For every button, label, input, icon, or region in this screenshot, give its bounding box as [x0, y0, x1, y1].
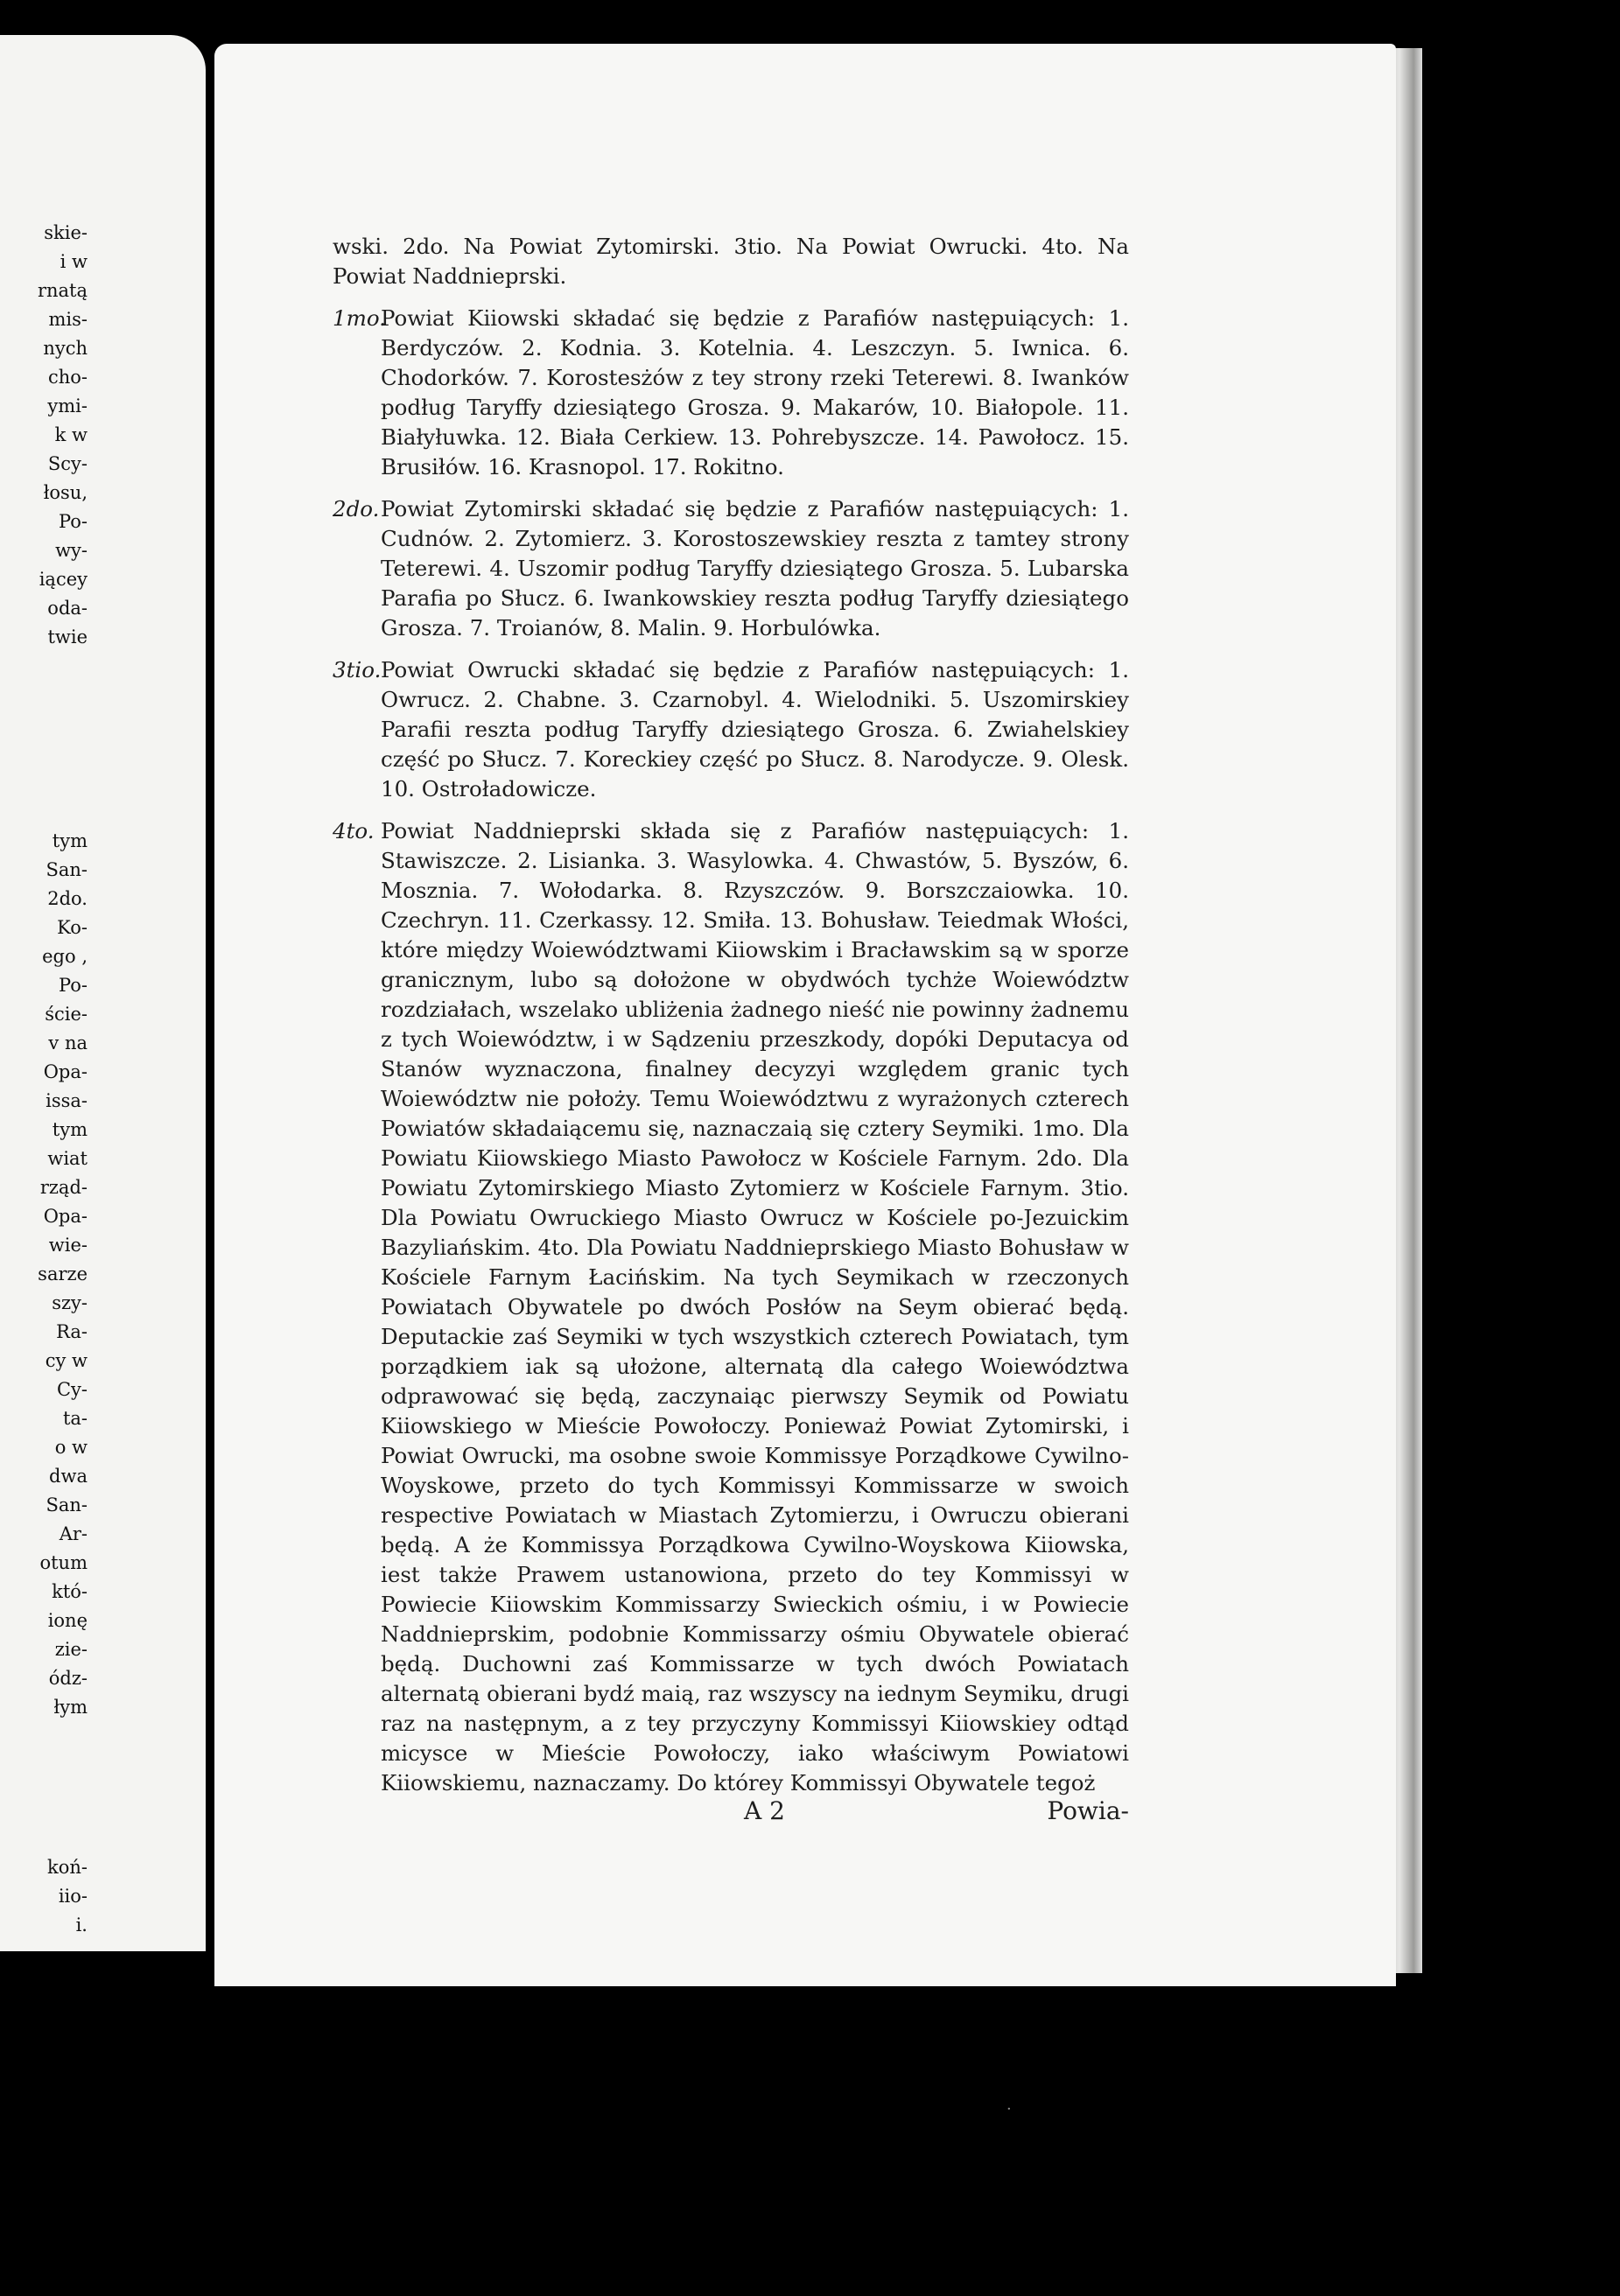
section-2	[333, 494, 1129, 643]
section-text: Powiat Naddnieprski składa się z Parafiów następuiących: 1. Stawiszcze. 2. Lisianka. 3. Wasylowka. 4. Chwastów, 5. Byszów, 6. Mosznia. 7. Wołodarka. 8. Rzyszczów. 9. Borszczaiowka. 10. Czechryn. 11. Czerkassy. 12. Smiła. 13. Bohusław. Teiedmak Włości, które między Woiewództwami Kiiowskim i Bracławskim są w sporze granicznym, lubo są dołożone w obydwóch tychże Woiewództw rozdziałach, wszelako ubliżenia żadnego nieść nie powinny żadnemu z tych Woiewództw, i w Sądzeniu przeszkody, dopóki Deputacya od Stanów wyznaczona, finalney decyzyi względem granic tych Woiewództw nie położy. Temu Woiewództwu z wyrażonych czterech Powiatów składaiącemu się, naznaczaią się cztery Seymiki. 1mo. Dla Powiatu Kiiowskiego Miasto Pawołocz w Kościele Farnym. 2do. Dla Powiatu Zytomirskiego Miasto Zytomierz w Kościele Farnym. 3tio. Dla Powiatu Owruckiego Miasto Owrucz w Kościele po-Jezuickim Bazyliańskim. 4to. Dla Powiatu Naddnieprskiego Miasto Bohusław w Kościele Farnym Łacińskim. Na tych Seymikach w rzeczonych Powiatach Obywatele po dwóch Posłów na Seym obierać będą. Deputackie zaś Seymiki w tych wszystkich czterech Powiatach, tym porządkiem iak są ułożone, alternatą dla całego Woiewództwa odprawować się będą, zaczynaiąc pierwszy Seymik od Powiatu Kiiowskiego w Mieście Powołoczy. Ponieważ Powiat Zytomirski, i Powiat Owrucki, ma osobne swoie Kommissye Porządkowe Cywilno-Woyskowe, przeto do tych Kommissyi Kommissarze w swoich respective Powiatach w Miastach Zytomierzu, i Owruczu obierani będą. A że Kommissya Porządkowa Cywilno-Woyskowa Kiiowska, iest także Prawem ustanowiona, przeto do tey Kommissyi w Powiecie Kiiowskim Kommissarzy Swieckich ośmiu, i w Powiecie Naddnieprskim, podobnie Kommissarzy ośmiu Obywatele obierać będą. Duchowni zaś Kommissarze w tych dwóch Powiatach alternatą obierani bydź maią, raz wszyscy na iednym Seymiku, drugi raz na następnym, a z tey przyczyny Kommissyi Kiiowskiey odtąd micysce w Mieście Powołoczy, iako właściwym Powiatowi Kiiowskiemu, naznaczamy. Do którey Kommissyi Obywatele tegoż	[381, 818, 1129, 1796]
left-fragment-line: Ko-	[57, 917, 88, 938]
left-fragment-line: Ra-	[56, 1321, 88, 1342]
section-3	[333, 655, 1129, 804]
left-fragment-line: rnatą	[37, 280, 88, 301]
left-fragment-line: twie	[47, 626, 88, 648]
left-fragment-line: koń-	[47, 1857, 88, 1878]
left-fragment-line: i w	[60, 251, 88, 272]
left-fragment-line: zie-	[54, 1639, 88, 1660]
left-fragment-line: Po-	[58, 975, 88, 996]
signature-mark: A 2	[744, 1796, 785, 1825]
left-fragment-line: tym	[52, 830, 88, 851]
left-fragment-line: wie-	[48, 1235, 88, 1256]
left-fragment-line: San-	[46, 1494, 88, 1516]
left-fragment-line: Ar-	[59, 1523, 88, 1544]
page-footer	[333, 1796, 1129, 1826]
left-fragment-line: Opa-	[43, 1206, 88, 1227]
left-fragment-line: szy-	[52, 1292, 88, 1313]
section-1	[333, 304, 1129, 482]
left-facing-page	[0, 35, 206, 1951]
section-4	[333, 816, 1129, 1798]
left-fragment-line: iącey	[39, 569, 88, 590]
left-fragment-line: issa-	[46, 1090, 88, 1111]
left-fragment-line: ta-	[62, 1408, 88, 1429]
intro-paragraph: wski. 2do. Na Powiat Zytomirski. 3tio. Na Powiat Owrucki. 4to. Na Powiat Naddnieprski.	[333, 234, 1129, 289]
scan-speck: ·	[1006, 2100, 1012, 2118]
section-text: Powiat Zytomirski składać się będzie z Parafiów następuiących: 1. Cudnów. 2. Zytomierz. 3. Korostoszewskiey reszta z tamtey strony Teterewi. 4. Uszomir podług Taryffy dziesiątego Grosza. 5. Lubarska Parafia po Słucz. 6. Iwankowskiey reszta podług Taryffy dziesiątego Grosza. 7. Troianów, 8. Malin. 9. Horbulówka.	[381, 496, 1129, 640]
left-fragment-line: wiat	[47, 1148, 88, 1169]
left-fragment-line: mis-	[48, 309, 88, 330]
left-fragment-line: ódz-	[48, 1668, 88, 1689]
left-fragment-line: ego ,	[42, 946, 88, 967]
left-fragment-line: nych	[43, 338, 88, 359]
section-text: Powiat Kiiowski składać się będzie z Parafiów następuiących: 1. Berdyczów. 2. Kodnia. 3. Kotelnia. 4. Leszczyn. 5. Iwnica. 6. Chodorków. 7. Korostesżów z tey strony rzeki Teterewi. 8. Iwanków podług Taryffy dziesiątego Grosza. 9. Makarów, 10. Białopole. 11. Białyłuwka. 12. Biała Cerkiew. 13. Pohrebyszcze. 14. Pawołocz. 15. Brusiłów. 16. Krasnopol. 17. Rokitno.	[381, 305, 1129, 480]
page-text	[333, 232, 1129, 1798]
left-fragment-line: otum	[39, 1552, 88, 1573]
left-fragment-line: sarze	[38, 1264, 88, 1284]
left-fragment-line: łosu,	[43, 482, 88, 503]
left-fragment-line: iio-	[58, 1886, 88, 1907]
left-fragment-line: i.	[75, 1914, 88, 1936]
section-number: 3tio.	[333, 657, 382, 682]
left-fragment-line: 2do.	[47, 888, 88, 909]
left-fragment-line: Scy-	[47, 453, 88, 474]
catchword: Powia-	[1047, 1796, 1129, 1825]
left-fragment-line: Po-	[58, 511, 88, 532]
left-fragment-line: v na	[48, 1032, 88, 1054]
left-fragment-line: ymi-	[47, 396, 88, 416]
left-fragment-line: Cy-	[56, 1379, 88, 1400]
left-fragment-line: Opa-	[43, 1061, 88, 1082]
left-fragment-line: tym	[52, 1119, 88, 1140]
section-number: 4to.	[333, 818, 375, 844]
left-fragment-line: cho-	[47, 367, 88, 388]
left-fragment-line: wy-	[55, 540, 88, 561]
left-fragment-line: oda-	[47, 598, 88, 619]
left-fragment-line: o w	[54, 1437, 88, 1458]
left-fragment-line: San-	[46, 859, 88, 880]
section-text: Powiat Owrucki składać się będzie z Parafiów następuiących: 1. Owrucz. 2. Chabne. 3. Czarnobyl. 4. Wielodniki. 5. Uszomirskiey Parafii reszta podług Taryffy dziesiątego Grosza. 6. Zwiahelskiey część po Słucz. 7. Koreckiey część po Słucz. 8. Narodycze. 9. Olesk. 10. Ostroładowicze.	[381, 657, 1129, 802]
left-fragment-line: cy w	[45, 1350, 88, 1371]
left-fragment-line: łym	[53, 1697, 88, 1718]
section-number: 1mo.	[333, 305, 386, 331]
section-number: 2do.	[333, 496, 380, 522]
left-fragment-line: k w	[54, 424, 88, 445]
left-fragment-line: dwa	[49, 1466, 88, 1487]
left-page-text-fragments	[0, 219, 88, 1940]
left-fragment-line: skie-	[44, 222, 88, 243]
left-fragment-line: ionę	[47, 1610, 88, 1631]
left-fragment-line: któ-	[52, 1581, 88, 1602]
left-fragment-line: rząd-	[39, 1177, 88, 1198]
left-fragment-line: ście-	[45, 1004, 88, 1025]
